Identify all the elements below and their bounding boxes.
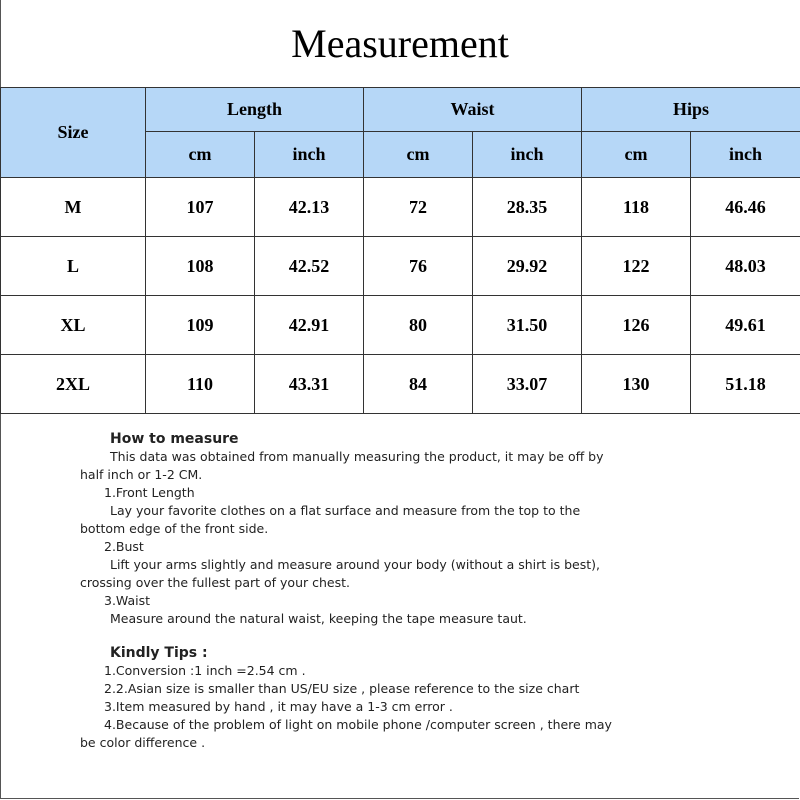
table-row (1, 355, 800, 414)
front-length-text-cont: bottom edge of the front side. (80, 521, 269, 536)
table-cell: 72 (364, 178, 473, 237)
table-row (1, 237, 800, 296)
size-table (0, 87, 800, 414)
table-cell: 76 (364, 237, 473, 296)
page-title: Measurement (291, 21, 509, 66)
waist-title: 3.Waist (104, 593, 151, 608)
size-cell: XL (1, 296, 146, 355)
table-cell: 42.91 (255, 296, 364, 355)
table-cell: 118 (582, 178, 691, 237)
size-cell: M (1, 178, 146, 237)
table-cell: 46.46 (691, 178, 800, 237)
table-cell: 28.35 (473, 178, 582, 237)
table-cell: 110 (146, 355, 255, 414)
front-length-title: 1.Front Length (104, 485, 195, 500)
table-cell: 122 (582, 237, 691, 296)
table-cell: 48.03 (691, 237, 800, 296)
unit-header: cm (364, 132, 473, 178)
size-cell: L (1, 237, 146, 296)
tip-item-cont: be color difference . (80, 735, 206, 750)
waist-text: Measure around the natural waist, keeping the tape measure taut. (110, 611, 527, 626)
table-cell: 80 (364, 296, 473, 355)
unit-header: inch (691, 132, 800, 178)
notes-section (80, 430, 680, 752)
table-cell: 130 (582, 355, 691, 414)
unit-header: inch (255, 132, 364, 178)
unit-header: cm (582, 132, 691, 178)
table-cell: 126 (582, 296, 691, 355)
table-cell: 84 (364, 355, 473, 414)
tips-heading: Kindly Tips : (110, 645, 208, 661)
tip-item: 1.Conversion :1 inch =2.54 cm . (104, 663, 306, 678)
tip-item: 3.Item measured by hand , it may have a 1-3 cm error . (104, 699, 453, 714)
table-cell: 29.92 (473, 237, 582, 296)
table-row (1, 178, 800, 237)
tip-item: 2.2.Asian size is smaller than US/EU size , please reference to the size chart (104, 681, 580, 696)
table-cell: 108 (146, 237, 255, 296)
length-header: Length (146, 88, 364, 132)
bust-text: Lift your arms slightly and measure around your body (without a shirt is best), (110, 557, 600, 572)
table-row (1, 296, 800, 355)
waist-header: Waist (364, 88, 582, 132)
table-cell: 42.52 (255, 237, 364, 296)
table-cell: 42.13 (255, 178, 364, 237)
table-cell: 49.61 (691, 296, 800, 355)
how-to-measure-heading: How to measure (110, 431, 239, 447)
table-cell: 33.07 (473, 355, 582, 414)
bust-text-cont: crossing over the fullest part of your chest. (80, 575, 350, 590)
table-cell: 31.50 (473, 296, 582, 355)
intro-text-cont: half inch or 1-2 CM. (80, 467, 203, 482)
hips-header: Hips (582, 88, 800, 132)
table-cell: 51.18 (691, 355, 800, 414)
bust-title: 2.Bust (104, 539, 144, 554)
unit-header: cm (146, 132, 255, 178)
tip-item: 4.Because of the problem of light on mobile phone /computer screen , there may (104, 717, 612, 732)
size-header: Size (1, 88, 146, 178)
unit-header: inch (473, 132, 582, 178)
table-cell: 107 (146, 178, 255, 237)
table-cell: 109 (146, 296, 255, 355)
front-length-text: Lay your favorite clothes on a flat surface and measure from the top to the (110, 503, 581, 518)
size-cell: 2XL (1, 355, 146, 414)
intro-text: This data was obtained from manually measuring the product, it may be off by (110, 449, 604, 464)
table-cell: 43.31 (255, 355, 364, 414)
